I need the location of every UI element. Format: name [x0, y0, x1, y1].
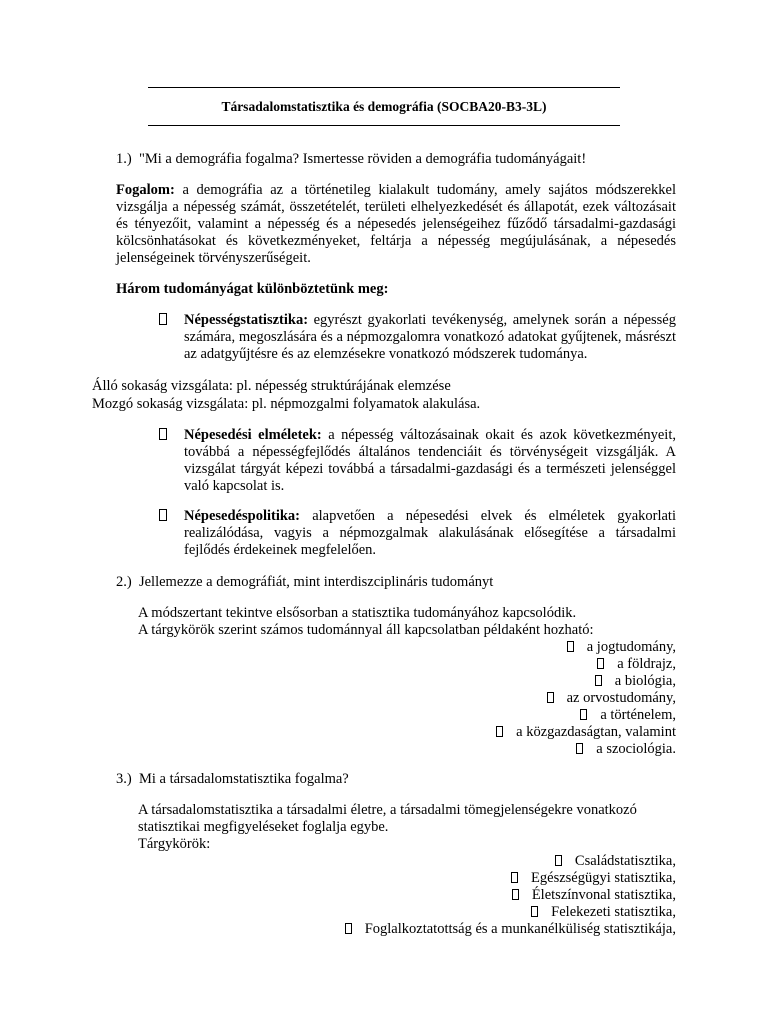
q3-number: 3.)	[116, 771, 132, 787]
bullet-icon	[345, 923, 352, 934]
harom-heading: Három tudományágat különböztetünk meg:	[116, 281, 389, 297]
bullet-icon	[511, 872, 518, 883]
bullet-icon	[576, 743, 583, 754]
branch3-label: Népesedéspolitika:	[184, 508, 300, 524]
q1-question	[116, 151, 586, 168]
bullet-icon	[159, 428, 167, 440]
q2-line2: A tárgykörök szerint számos tudománnyal áll kapcsolatban példaként hozható:	[138, 622, 594, 638]
list-item: Egészségügyi statisztika,	[345, 870, 676, 887]
bullet-icon	[547, 692, 554, 703]
bullet-icon	[159, 313, 167, 325]
bullet-icon	[595, 675, 602, 686]
q3-question	[116, 771, 349, 788]
q3-targykorok: Tárgykörök:	[138, 836, 211, 852]
q3-paragraph: A társadalomstatisztika a társadalmi életre, a társadalmi tömegjelenségekre vonatkozó statisztikai megfigyeléseket foglalja egybe.	[138, 802, 637, 835]
bullet-icon	[580, 709, 587, 720]
list-item: az orvostudomány,	[496, 690, 676, 707]
fogalom-label: Fogalom:	[116, 182, 175, 198]
header-rule-bottom	[148, 125, 620, 126]
bullet-icon	[512, 889, 519, 900]
mozgo-sokasag: Mozgó sokaság vizsgálata: pl. népmozgalmi folyamatok alakulása.	[92, 396, 481, 412]
q1-text: "Mi a demográfia fogalma? Ismertesse röviden a demográfia tudományágait!	[138, 151, 587, 167]
allo-sokasag: Álló sokaság vizsgálata: pl. népesség struktúrájának elemzése	[92, 378, 451, 394]
branch2-label: Népesedési elméletek:	[184, 427, 322, 443]
bullet-icon	[567, 641, 574, 652]
fogalom-paragraph	[116, 182, 676, 267]
q1-number: 1.)	[116, 151, 132, 167]
branch3-text: alapvetően a népesedési elvek és elméletek gyakorlati realizálódása, vagyis a népmozgalmak alakulásának elősegítése a társadalmi fejlődés érdekeinek megfelelően.	[184, 508, 676, 558]
list-item: a közgazdaságtan, valamint	[496, 724, 676, 741]
branch1-label: Népességstatisztika:	[184, 312, 309, 328]
q2-line1: A módszertant tekintve elsősorban a statisztika tudományához kapcsolódik.	[138, 605, 577, 621]
list-item: Felekezeti statisztika,	[345, 904, 676, 921]
branch2-text: a népesség változásainak okait és azok következményeit, továbbá a népességfejlődés általános tendenciáit és törvénységeit vizsgálják. A vizsgálat tárgyát képezi továbbá a társadalmi-gazdasági és a természeti jelenséggel való kapcsolat is.	[184, 427, 676, 494]
bullet-icon	[555, 855, 562, 866]
header-rule-top	[148, 87, 620, 88]
bullet-icon	[531, 906, 538, 917]
branch-nepesedesi-elmeletek	[184, 427, 676, 495]
fogalom-text: a demográfia az a történetileg kialakult tudomány, amely sajátos módszerekkel vizsgálja a népesség számát, összetételét, területi elhelyezkedését és állapotát, ezek változásait és tényezőit, valamint a népesség és a népesedés jelenségeihez fűződő társadalmi-gazdasági kölcsönhatásokat és következményeket, feltárja a népesség megújulásának, a népesedés jelenségeinek törvényszerűségeit.	[116, 182, 676, 266]
q2-text: Jellemezze a demográfiát, mint interdiszciplináris tudományt	[138, 574, 494, 590]
list-item: a biológia,	[496, 673, 676, 690]
bullet-icon	[597, 658, 604, 669]
list-item: a szociológia.	[496, 741, 676, 758]
bullet-icon	[496, 726, 503, 737]
q2-science-list	[496, 639, 676, 758]
list-item: a történelem,	[496, 707, 676, 724]
document-title: Társadalomstatisztika és demográfia (SOCBA20-B3-3L)	[221, 99, 547, 114]
list-item: Családstatisztika,	[345, 853, 676, 870]
q3-text: Mi a társadalomstatisztika fogalma?	[138, 771, 349, 787]
q2-question	[116, 574, 493, 591]
list-item: Életszínvonal statisztika,	[345, 887, 676, 904]
bullet-icon	[159, 509, 167, 521]
branch-nepesedespolitika	[184, 508, 676, 559]
branch-nepessegstatisztika	[184, 312, 676, 363]
list-item: a földrajz,	[496, 656, 676, 673]
branch1-text: egyrészt gyakorlati tevékenység, amelynek során a népesség számára, megoszlására és a népmozgalomra vonatkozó adatokat gyűjtenek, másrészt az adatgyűjtésre és az elemzésekre vonatkozó módszerek tudománya.	[184, 312, 676, 362]
q2-number: 2.)	[116, 574, 132, 590]
list-item: a jogtudomány,	[496, 639, 676, 656]
list-item: Foglalkoztatottság és a munkanélküliség statisztikája,	[345, 921, 676, 938]
q3-topic-list	[345, 853, 676, 938]
